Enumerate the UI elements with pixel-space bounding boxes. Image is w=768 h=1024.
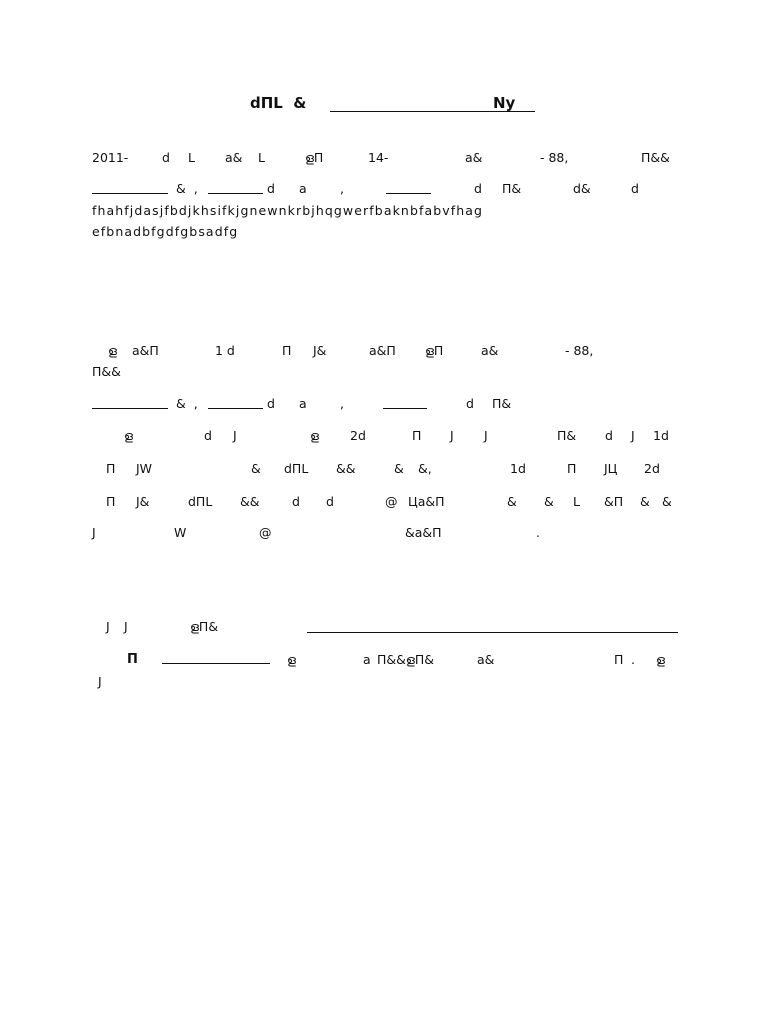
- p2-text: 2d: [350, 428, 366, 443]
- p3-text: ള: [656, 652, 665, 667]
- p2-text: J: [631, 428, 635, 443]
- p1-text: a&: [225, 150, 243, 165]
- p2-text: W: [174, 525, 187, 540]
- p2-text: JЦ: [604, 461, 618, 476]
- p2-text: Π: [412, 428, 422, 443]
- p2-text: ളΠ: [425, 343, 444, 358]
- p3-text: .: [631, 652, 635, 667]
- p2-text: ള: [310, 428, 319, 443]
- p2-text: &: [662, 494, 672, 509]
- p1-garbled-line-2: efbnadbfgdfgbsadfg: [92, 224, 239, 239]
- p1-text: a&: [465, 150, 483, 165]
- p2-text: Π&: [557, 428, 577, 443]
- p2-text: Π: [106, 461, 116, 476]
- p2-text: J&: [313, 343, 327, 358]
- p2-text: ള: [108, 343, 117, 358]
- blank-line: [162, 663, 270, 664]
- p2-text: a: [299, 396, 307, 411]
- p1-text: & ,: [176, 181, 198, 196]
- document-title-right: Ny: [493, 94, 516, 112]
- document-title-left: dΠL &: [250, 94, 307, 112]
- p1-text: d&: [573, 181, 591, 196]
- p2-text: - 88,: [565, 343, 594, 358]
- p1-text: d: [474, 181, 482, 196]
- p1-text: Π&: [502, 181, 522, 196]
- p2-text: @: [259, 525, 272, 540]
- p2-text: J: [484, 428, 488, 443]
- p2-text: d: [267, 396, 275, 411]
- p2-text: d: [466, 396, 474, 411]
- p2-text: 1d: [510, 461, 526, 476]
- p2-text: Π: [282, 343, 292, 358]
- p2-text: ള: [124, 428, 133, 443]
- p2-text: J&: [136, 494, 150, 509]
- p2-text: d: [204, 428, 212, 443]
- p2-text: d: [292, 494, 300, 509]
- p2-text: & ,: [176, 396, 198, 411]
- p2-text: @: [385, 494, 398, 509]
- p3-text: J: [98, 674, 102, 689]
- p2-text: d: [605, 428, 613, 443]
- p2-text: &: [251, 461, 261, 476]
- p2-text: &Π: [604, 494, 624, 509]
- p2-text: Π: [567, 461, 577, 476]
- blank-line: [386, 193, 431, 194]
- p1-text: ,: [340, 181, 344, 196]
- p1-text: - 88,: [540, 150, 569, 165]
- blank-line: [383, 408, 427, 409]
- p1-text: d: [631, 181, 639, 196]
- p3-text: ളΠ&: [190, 619, 219, 634]
- p2-text: a&: [481, 343, 499, 358]
- p2-text: J: [450, 428, 454, 443]
- p3-text: Π: [127, 652, 138, 667]
- p2-text: J: [233, 428, 237, 443]
- p3-text: Π: [614, 652, 624, 667]
- p2-text: dΠL: [284, 461, 309, 476]
- p2-text: &&: [336, 461, 356, 476]
- p2-text: &: [394, 461, 404, 476]
- blank-line: [208, 408, 263, 409]
- p1-text: 2011-: [92, 150, 129, 165]
- p1-text: a: [299, 181, 307, 196]
- p2-text: &: [544, 494, 554, 509]
- blank-line: [208, 193, 263, 194]
- p2-text: JW: [136, 461, 153, 476]
- p1-text: d: [267, 181, 275, 196]
- p1-text: ളΠ: [305, 150, 324, 165]
- p2-text: Цa&Π: [408, 494, 445, 509]
- p2-text: a&Π: [369, 343, 396, 358]
- blank-line: [92, 408, 168, 409]
- p1-text: Π&&: [641, 150, 670, 165]
- p2-text: a&Π: [132, 343, 159, 358]
- p2-text: 2d: [644, 461, 660, 476]
- p2-text: Π: [106, 494, 116, 509]
- blank-line: [92, 193, 168, 194]
- p3-text: J: [106, 619, 110, 634]
- p2-text: 1 d: [215, 343, 235, 358]
- p1-text: L: [188, 150, 195, 165]
- p2-text: d: [326, 494, 334, 509]
- p1-text: L: [258, 150, 265, 165]
- p2-text: &: [640, 494, 650, 509]
- p3-text: ള: [287, 652, 296, 667]
- p2-text: ,: [340, 396, 344, 411]
- p2-text: &&: [240, 494, 260, 509]
- p2-text: L: [573, 494, 580, 509]
- p3-text: a&: [477, 652, 495, 667]
- p1-text: 14-: [368, 150, 389, 165]
- p2-text: Π&: [492, 396, 512, 411]
- p2-text: 1d: [653, 428, 669, 443]
- p3-text: a: [363, 652, 371, 667]
- p2-text: .: [536, 525, 540, 540]
- p2-text: &a&Π: [405, 525, 442, 540]
- p2-text: &,: [418, 461, 432, 476]
- p1-garbled-line-1: fhahfjdasjfbdjkhsifkjgnewnkrbjhqgwerfbaknbfabvfhag: [92, 203, 484, 218]
- p2-text: &: [507, 494, 517, 509]
- p3-text: Π&&ളΠ&: [377, 652, 434, 667]
- title-underline: [330, 111, 535, 112]
- p3-text: J: [124, 619, 128, 634]
- p2-text: Π&&: [92, 364, 121, 379]
- signature-line: [307, 632, 678, 633]
- p2-text: J: [92, 525, 96, 540]
- p1-text: d: [162, 150, 170, 165]
- p2-text: dΠL: [188, 494, 213, 509]
